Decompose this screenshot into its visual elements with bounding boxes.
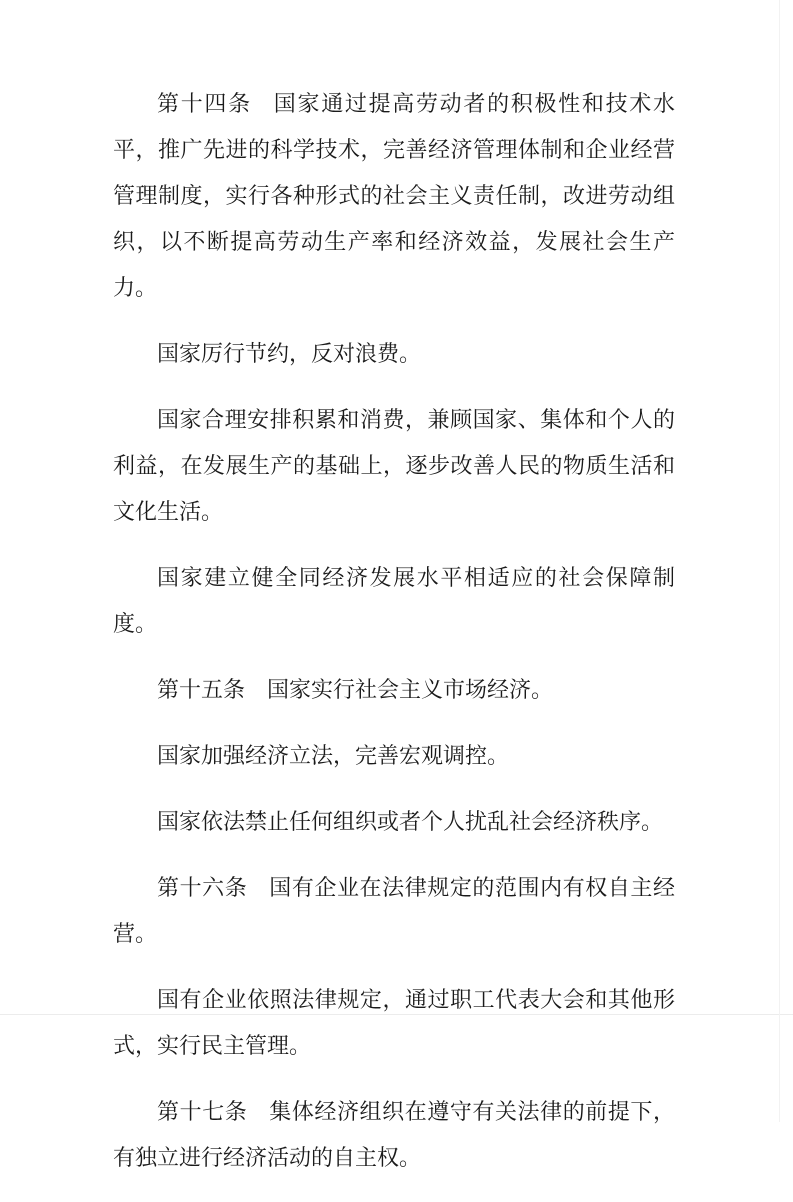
paragraph-text: 国家合理安排积累和消费，兼顾国家、集体和个人的利益，在发展生产的基础上，逐步改善人民的物质生活和文化生活。	[113, 408, 675, 525]
paragraph-article-17	[113, 1090, 675, 1182]
paragraph	[113, 978, 675, 1070]
article-number: 第十四条	[157, 92, 252, 117]
paragraph-text: 国家厉行节约，反对浪费。	[157, 342, 422, 367]
paragraph-text: 国家依法禁止任何组织或者个人扰乱社会经济秩序。	[157, 810, 664, 835]
article-number: 第十五条	[157, 678, 246, 703]
paragraph-text: 国家建立健全同经济发展水平相适应的社会保障制度。	[113, 566, 675, 637]
paragraph	[113, 332, 675, 378]
paragraph	[113, 556, 675, 648]
paragraph-article-14	[113, 82, 675, 312]
paragraph-article-16	[113, 866, 675, 958]
paragraph-text: 国家通过提高劳动者的积极性和技术水平，推广先进的科学技术，完善经济管理体制和企业经营管理制度，实行各种形式的社会主义责任制，改进劳动组织，以不断提高劳动生产率和经济效益，发展社会生产力。	[113, 92, 675, 301]
article-number: 第十六条	[157, 876, 248, 901]
paragraph-text: 国家加强经济立法，完善宏观调控。	[157, 744, 510, 769]
paragraph-article-15	[113, 668, 675, 714]
paragraph-text: 集体经济组织在遵守有关法律的前提下，有独立进行经济活动的自主权。	[113, 1100, 675, 1171]
scan-divider	[0, 1014, 793, 1015]
scan-edge	[779, 0, 780, 1122]
paragraph	[113, 800, 675, 846]
paragraph-text: 国家实行社会主义市场经济。	[267, 678, 554, 703]
paragraph-text: 国有企业依照法律规定，通过职工代表大会和其他形式，实行民主管理。	[113, 988, 675, 1059]
paragraph	[113, 398, 675, 536]
constitution-text	[113, 82, 675, 1202]
paragraph	[113, 734, 675, 780]
paragraph-text: 国有企业在法律规定的范围内有权自主经营。	[113, 876, 675, 947]
article-number: 第十七条	[157, 1100, 248, 1125]
